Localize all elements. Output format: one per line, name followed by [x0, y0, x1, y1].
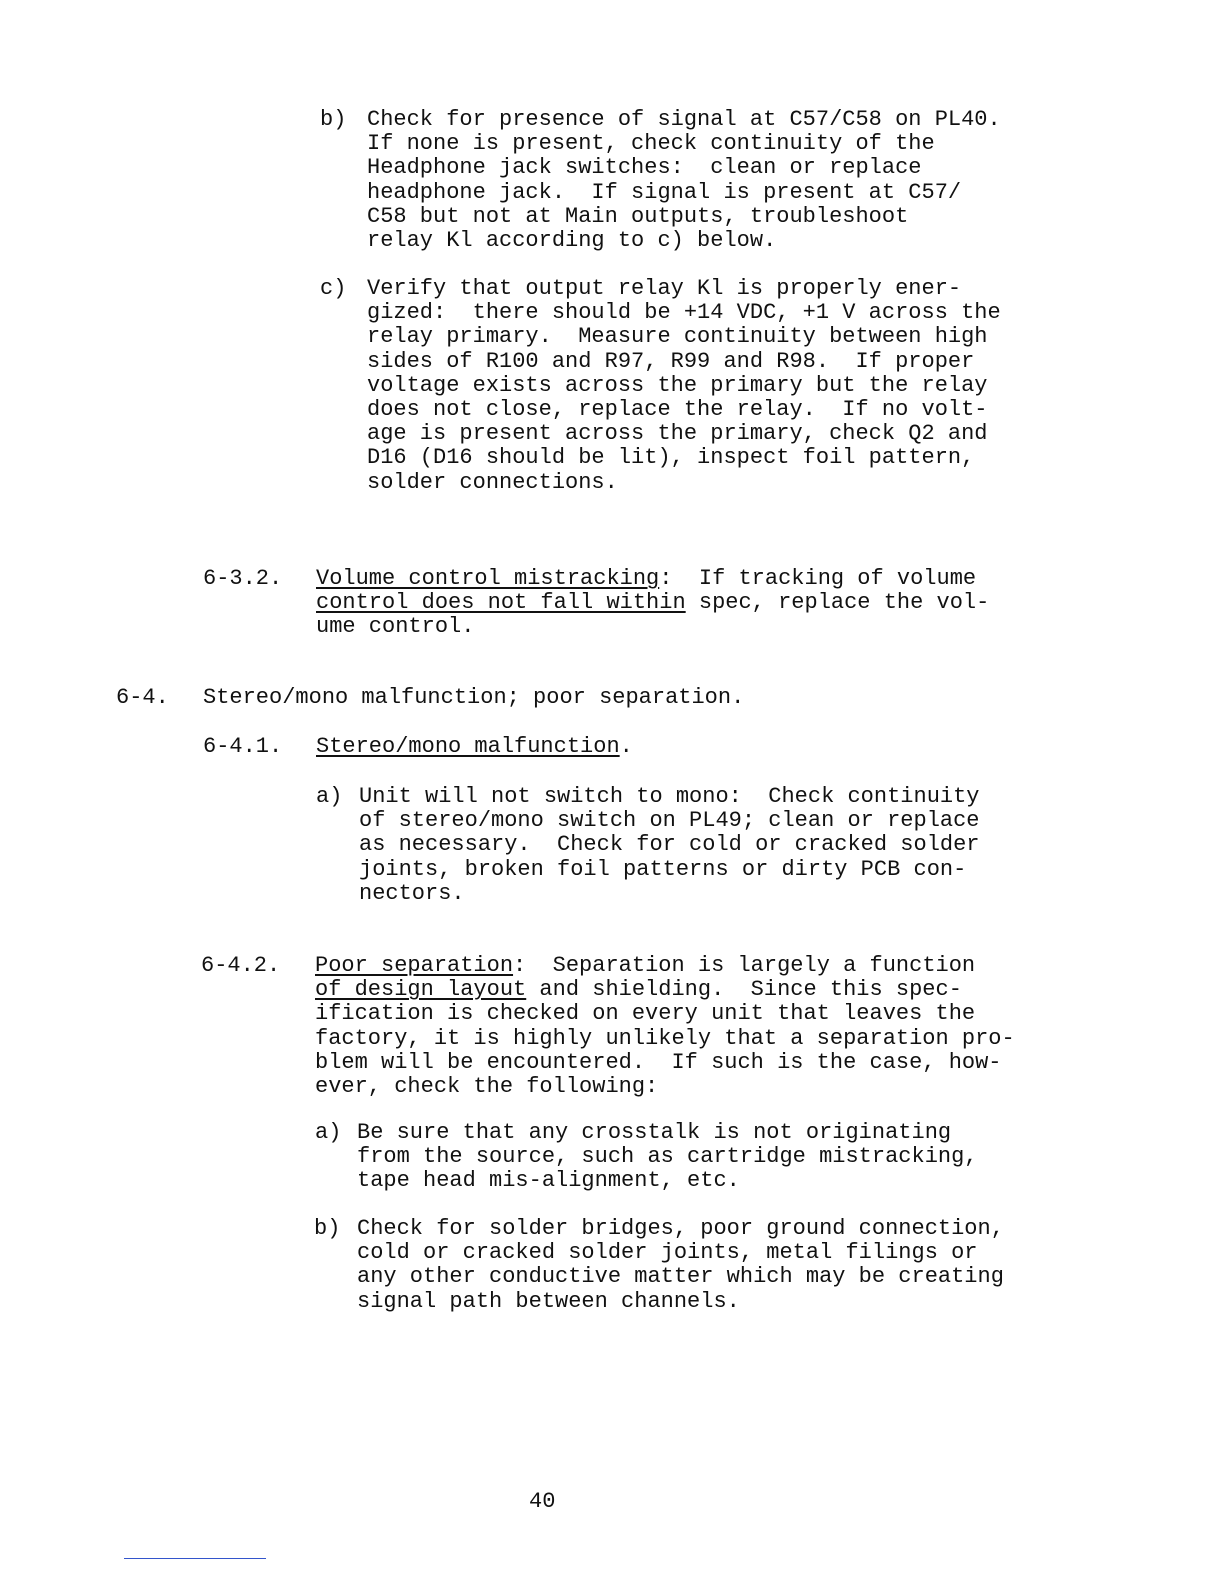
text-line: relay primary. Measure continuity between high: [367, 324, 988, 350]
item-a-marker: a): [315, 1120, 342, 1145]
page-number: 40: [529, 1489, 556, 1514]
text-line: Be sure that any crosstalk is not originating: [357, 1120, 952, 1145]
text-line: of stereo/mono switch on PL49; clean or replace: [359, 808, 980, 834]
section-number-6-3-2: 6-3.2.: [203, 566, 283, 591]
text-line: [316, 567, 989, 591]
text-line: from the source, such as cartridge mistracking,: [357, 1144, 978, 1170]
text-line: does not close, replace the relay. If no volt-: [367, 396, 988, 422]
item-c-marker: c): [320, 276, 347, 301]
text-line: [316, 591, 989, 615]
item-b-text: [367, 108, 1001, 253]
item-a-marker: a): [316, 784, 343, 809]
text-segment: : Separation is largely a function: [513, 953, 976, 978]
text-line: [315, 978, 1015, 1002]
text-line: voltage exists across the primary but the relay: [367, 372, 988, 398]
section-number-6-4-2: 6-4.2.: [201, 953, 281, 978]
underlined-segment: control does not fall within: [316, 590, 686, 616]
text-line: C58 but not at Main outputs, troubleshoot: [367, 203, 909, 229]
text-line: Check for presence of signal at C57/C58 on PL40.: [367, 107, 1001, 132]
underlined-segment: of design layout: [315, 977, 527, 1003]
text-line: cold or cracked solder joints, metal filings or: [357, 1240, 978, 1266]
text-line: If none is present, check continuity of the: [367, 131, 935, 157]
text-line: D16 (D16 should be lit), inspect foil pattern,: [367, 445, 975, 471]
text-line: gized: there should be +14 VDC, +1 V across the: [367, 300, 1001, 326]
text-line: ification is checked on every unit that leaves the: [315, 1001, 976, 1027]
section-6-3-2-text: [316, 567, 989, 640]
text-segment: .: [619, 734, 633, 759]
text-line: as necessary. Check for cold or cracked solder: [359, 832, 980, 858]
text-line: blem will be encountered. If such is the case, how-: [315, 1049, 1002, 1075]
text-line: tape head mis-alignment, etc.: [357, 1168, 740, 1194]
text-line: nectors.: [359, 880, 465, 906]
text-line: factory, it is highly unlikely that a separation pro-: [315, 1025, 1015, 1051]
text-line: ever, check the following:: [315, 1073, 659, 1099]
text-line: solder connections.: [367, 469, 618, 495]
text-line: Verify that output relay Kl is properly ener-: [367, 276, 962, 301]
text-line: Headphone jack switches: clean or replace: [367, 155, 922, 181]
text-line: any other conductive matter which may be creating: [357, 1264, 1004, 1290]
section-number-6-4: 6-4.: [116, 685, 169, 710]
text-line: relay Kl according to c) below.: [367, 227, 777, 253]
text-segment: : If tracking of volume: [659, 566, 977, 591]
section-title: Poor separation: [315, 953, 514, 978]
footer-rule: [124, 1558, 266, 1559]
section-6-4-heading: [203, 686, 744, 710]
item-b-marker: b): [320, 107, 347, 132]
text-segment: spec, replace the vol-: [685, 590, 990, 616]
item-b-marker: b): [314, 1216, 341, 1241]
section-number-6-4-1: 6-4.1.: [203, 734, 283, 759]
text-line: age is present across the primary, check Q2 and: [367, 421, 988, 447]
text-line: Check for solder bridges, poor ground connection,: [357, 1216, 1004, 1241]
text-line: Unit will not switch to mono: Check continuity: [359, 784, 980, 809]
text-line: joints, broken foil patterns or dirty PCB con-: [359, 856, 967, 882]
section-6-4-1-heading: [316, 735, 633, 759]
text-line: ume control.: [316, 614, 475, 640]
item-b-text: [357, 1217, 1004, 1314]
text-segment: and shielding. Since this spec-: [526, 977, 962, 1003]
text-line: sides of R100 and R97, R99 and R98. If proper: [367, 348, 975, 374]
item-c-text: [367, 277, 1001, 495]
section-title: Volume control mistracking: [316, 566, 660, 591]
item-a-text: [357, 1121, 978, 1194]
item-a-text: [359, 785, 980, 906]
text-line: [315, 954, 1015, 978]
section-title: Stereo/mono malfunction: [316, 734, 620, 759]
section-6-4-2-text: [315, 954, 1015, 1099]
text-line: [316, 735, 633, 759]
section-title: Stereo/mono malfunction; poor separation.: [203, 685, 745, 710]
text-line: signal path between channels.: [357, 1288, 740, 1314]
text-line: headphone jack. If signal is present at C57/: [367, 179, 962, 205]
